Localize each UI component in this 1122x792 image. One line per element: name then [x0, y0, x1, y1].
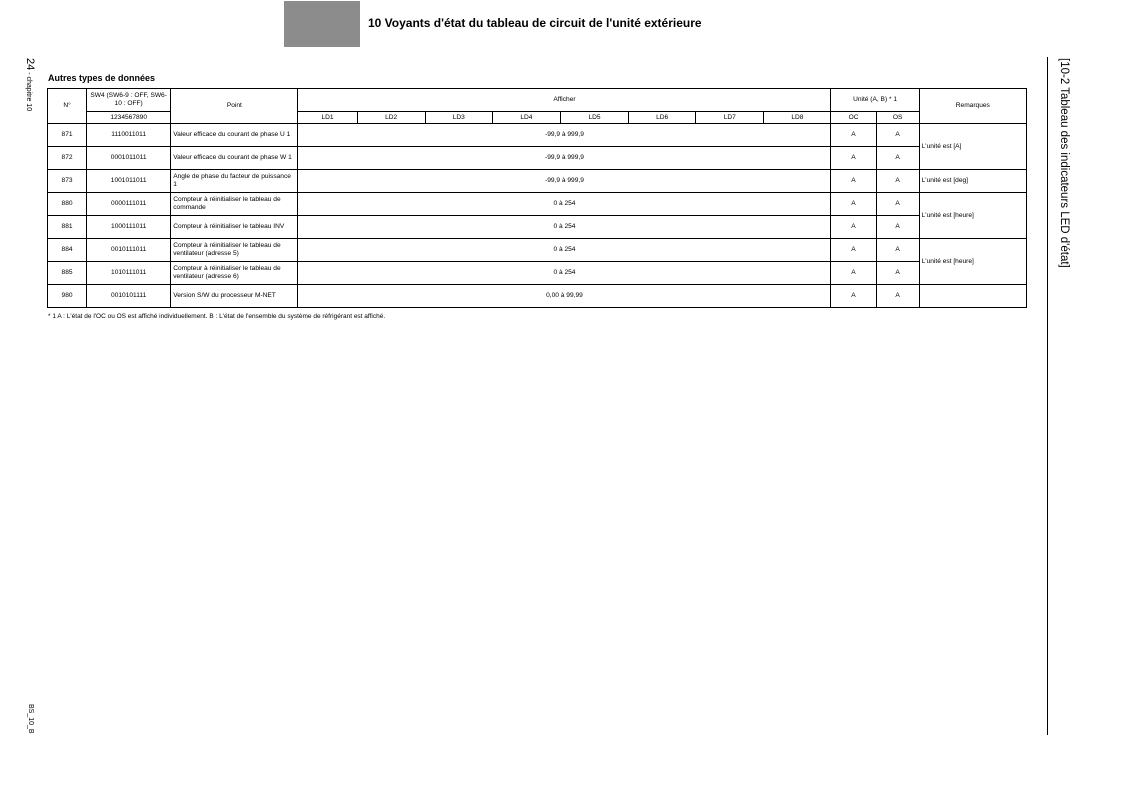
header-ld2: LD2: [357, 112, 425, 124]
document-code: BS_10_B: [27, 704, 34, 734]
header-sw4: SW4 (SW6-9 : OFF, SW6-10 : OFF): [87, 89, 171, 112]
page-number: 24: [24, 58, 36, 71]
table-row: [48, 193, 1027, 216]
row-sw: 0010111011: [87, 239, 171, 262]
row-sw: 0000111011: [87, 193, 171, 216]
header-ld7: LD7: [696, 112, 764, 124]
row-point: Valeur efficace du courant de phase U 1: [171, 124, 298, 147]
row-no: 885: [48, 262, 87, 285]
header-ld4: LD4: [492, 112, 560, 124]
header-ld5: LD5: [560, 112, 628, 124]
header-point: Point: [171, 89, 298, 124]
table-row: [48, 262, 1027, 285]
row-oc: A: [831, 124, 876, 147]
row-os: A: [876, 262, 919, 285]
table-row: [48, 216, 1027, 239]
row-no: 884: [48, 239, 87, 262]
header-gray-block: [284, 1, 360, 47]
row-no: 881: [48, 216, 87, 239]
row-no: 872: [48, 147, 87, 170]
row-sw: 1001011011: [87, 170, 171, 193]
row-os: A: [876, 239, 919, 262]
row-os: A: [876, 124, 919, 147]
row-oc: A: [831, 216, 876, 239]
header-sw4-bits: 1234567890: [87, 112, 171, 124]
row-oc: A: [831, 170, 876, 193]
row-no: 980: [48, 285, 87, 308]
row-remark: L'unité est [heure]: [919, 193, 1026, 239]
row-os: A: [876, 170, 919, 193]
row-point: Compteur à réinitialiser le tableau de commande: [171, 193, 298, 216]
footnote: * 1 A : L'état de l'OC ou OS est affiché individuellement. B : L'état de l'ensemble du système de réfrigérant est affiché.: [48, 313, 386, 320]
header-ld1: LD1: [298, 112, 357, 124]
led-data-table: [47, 88, 1027, 308]
header-os: OS: [876, 112, 919, 124]
row-display: 0 à 254: [298, 193, 831, 216]
row-oc: A: [831, 285, 876, 308]
row-oc: A: [831, 239, 876, 262]
row-point: Compteur à réinitialiser le tableau INV: [171, 216, 298, 239]
table-row: [48, 124, 1027, 147]
row-os: A: [876, 147, 919, 170]
row-oc: A: [831, 262, 876, 285]
header-ld6: LD6: [629, 112, 696, 124]
row-os: A: [876, 193, 919, 216]
chapter-label: - chapitre 10: [25, 70, 32, 112]
row-point: Compteur à réinitialiser le tableau de ventilateur (adresse 5): [171, 239, 298, 262]
row-no: 871: [48, 124, 87, 147]
row-remark: [919, 285, 1026, 308]
row-remark: L'unité est [heure]: [919, 239, 1026, 285]
row-remark: L'unité est [A]: [919, 124, 1026, 170]
row-point: Valeur efficace du courant de phase W 1: [171, 147, 298, 170]
row-display: 0 à 254: [298, 239, 831, 262]
row-os: A: [876, 216, 919, 239]
table-row: [48, 170, 1027, 193]
row-display: 0 à 254: [298, 262, 831, 285]
row-sw: 0001011011: [87, 147, 171, 170]
right-divider: [1047, 57, 1048, 735]
row-oc: A: [831, 193, 876, 216]
table-header-row: [48, 89, 1027, 112]
header-ld8: LD8: [764, 112, 831, 124]
page-number-label: [24, 58, 36, 111]
header-afficher: Afficher: [298, 89, 831, 112]
header-remarques: Remarques: [919, 89, 1026, 124]
header-unite: Unité (A, B) * 1: [831, 89, 919, 112]
section-side-title: [10-2 Tableau des indicateurs LED d'état]: [1058, 58, 1070, 268]
row-no: 873: [48, 170, 87, 193]
row-display: 0,00 à 99,99: [298, 285, 831, 308]
row-sw: 1010111011: [87, 262, 171, 285]
row-oc: A: [831, 147, 876, 170]
table-row: [48, 147, 1027, 170]
row-display: 0 à 254: [298, 216, 831, 239]
header-ld3: LD3: [425, 112, 492, 124]
row-sw: 0010101111: [87, 285, 171, 308]
section-title: Autres types de données: [48, 73, 156, 83]
row-no: 880: [48, 193, 87, 216]
row-remark: L'unité est [deg]: [919, 170, 1026, 193]
row-sw: 1000111011: [87, 216, 171, 239]
row-display: -99,9 à 999,9: [298, 147, 831, 170]
header-oc: OC: [831, 112, 876, 124]
page-title: 10 Voyants d'état du tableau de circuit de l'unité extérieure: [368, 16, 702, 30]
row-sw: 1110011011: [87, 124, 171, 147]
table-row: [48, 239, 1027, 262]
row-point: Version S/W du processeur M-NET: [171, 285, 298, 308]
row-point: Compteur à réinitialiser le tableau de ventilateur (adresse 6): [171, 262, 298, 285]
row-display: -99,9 à 999,9: [298, 124, 831, 147]
table-row: [48, 285, 1027, 308]
row-display: -99,9 à 999,9: [298, 170, 831, 193]
row-os: A: [876, 285, 919, 308]
row-point: Angle de phase du facteur de puissance 1: [171, 170, 298, 193]
header-no: N°: [48, 89, 87, 124]
